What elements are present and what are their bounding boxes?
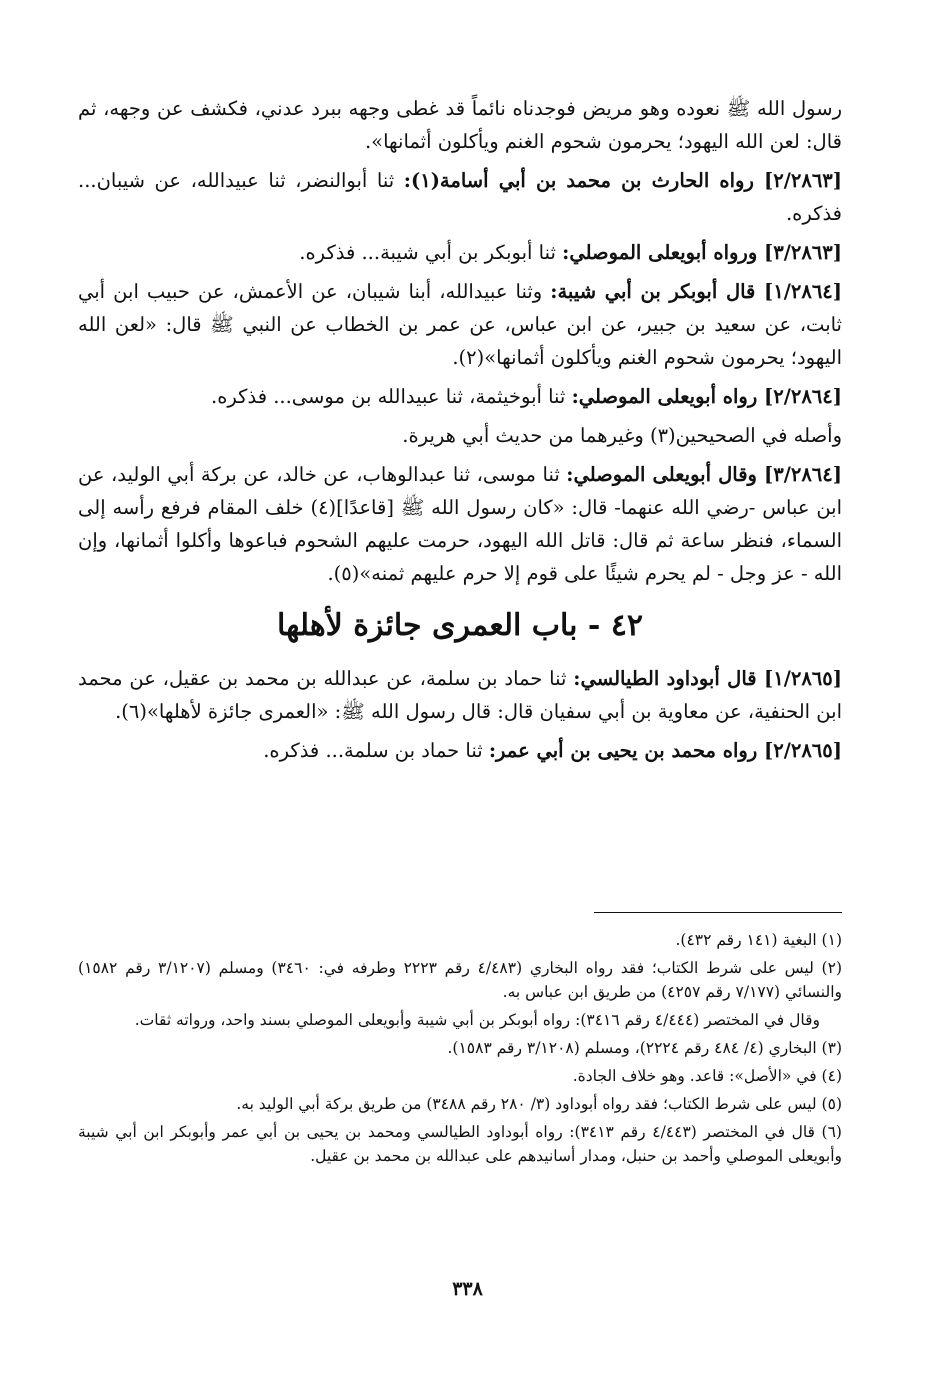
footnote: (٤) في «الأصل»: قاعد. وهو خلاف الجادة.: [572, 1067, 842, 1085]
paragraph: [٣/٢٨٦٤] وقال أبويعلى الموصلي: ثنا موسى، ثنا عبدالوهاب، عن خالد، عن بركة أبي الوليد، عن ابن عباس -رضي الله عنهما- قال: «كان رسول الله ﷺ [قاعدًا](٤) خلف المقام فرفع رأسه إلى السماء، فنظر ساعة ثم قال: قاتل الله اليهود، حرمت عليهم الشحوم فباعوها وأكلوا أثمانها، وإن الله - عز وجل - لم يحرم شيئًا على قوم إلا حرم عليهم ثمنه»(٥).: [78, 463, 843, 585]
footnote: (٦) قال في المختصر (٤/٤٤٣ رقم ٣٤١٣): رواه أبوداود الطيالسي ومحمد بن يحيى بن أبي عمر وأبوبكر ابن أبي شيبة وأبويعلى الموصلي وأحمد بن حنبل، ومدار أسانيدهم على عبدالله بن محمد بن عقيل.: [78, 1123, 842, 1165]
footnote-continuation: وقال في المختصر (٤/٤٤٤ رقم ٣٤١٦): رواه أبوبكر بن أبي شيبة وأبويعلى الموصلي بسند واحد، ورواته ثقات.: [134, 1011, 820, 1029]
footnote: (٣) البخاري (٤/ ٤٨٤ رقم ٢٢٢٤)، ومسلم (٣/١٢٠٨ رقم ١٥٨٣).: [447, 1039, 842, 1057]
paragraph: [٢/٢٨٦٥] رواه محمد بن يحيى بن أبي عمر: ثنا حماد بن سلمة... فذكره.: [263, 739, 842, 762]
footnote-divider: [594, 912, 842, 913]
paragraph: وأصله في الصحيحين(٣) وغيرهما من حديث أبي هريرة.: [402, 424, 842, 447]
paragraph: [٣/٢٨٦٣] ورواه أبويعلى الموصلي: ثنا أبوبكر بن أبي شيبة... فذكره.: [299, 241, 842, 264]
footnote: (٥) ليس على شرط الكتاب؛ فقد رواه أبوداود (٣/ ٢٨٠ رقم ٣٤٨٨) من طريق بركة أبي الوليد به.: [236, 1095, 842, 1113]
paragraph: رسول الله ﷺ نعوده وهو مريض فوجدناه نائماً قد غطى وجهه ببرد عدني، فكشف عن وجهه، ثم قال: لعن الله اليهود؛ يحرمون شحوم الغنم ويأكلون أثمانها».: [78, 97, 842, 153]
page-number: ٣٣٨: [452, 1278, 483, 1300]
paragraph: [٢/٢٨٦٣] رواه الحارث بن محمد بن أبي أسامة(١): ثنا أبوالنضر، ثنا عبيدالله، عن شيبان... فذكره.: [78, 169, 843, 225]
paragraph: [١/٢٨٦٤] قال أبوبكر بن أبي شيبة: وثنا عبيدالله، أبنا شيبان، عن الأعمش، عن حبيب ابن أبي ثابت، عن سعيد بن جبير، عن ابن عباس، عن عمر بن الخطاب عن النبي ﷺ قال: «لعن الله اليهود؛ يحرمون شحوم الغنم ويأكلون أثمانها»(٢).: [78, 280, 843, 369]
footnotes: [78, 928, 842, 1172]
footnote: (٢) ليس على شرط الكتاب؛ فقد رواه البخاري (٤/٤٨٣ رقم ٢٢٢٣ وطرفه في: ٣٤٦٠) ومسلم (٣/١٢٠٧ رقم ١٥٨٢) والنسائي (٧/١٧٧ رقم ٤٢٥٧) من طريق ابن عباس به.: [78, 959, 842, 1001]
main-text: [78, 92, 842, 773]
chapter-heading: ٤٢ - باب العمرى جائزة لأهلها: [276, 608, 644, 643]
paragraph: [١/٢٨٦٥] قال أبوداود الطيالسي: ثنا حماد بن سلمة، عن عبدالله بن محمد بن عقيل، عن محمد ابن الحنفية، عن معاوية بن أبي سفيان قال: قال رسول الله ﷺ: «العمرى جائزة لأهلها»(٦).: [78, 667, 842, 723]
paragraph: [٢/٢٨٦٤] رواه أبويعلى الموصلي: ثنا أبوخيثمة، ثنا عبيدالله بن موسى... فذكره.: [211, 385, 842, 408]
footnote: (١) البغية (١٤١ رقم ٤٣٢).: [675, 931, 842, 949]
